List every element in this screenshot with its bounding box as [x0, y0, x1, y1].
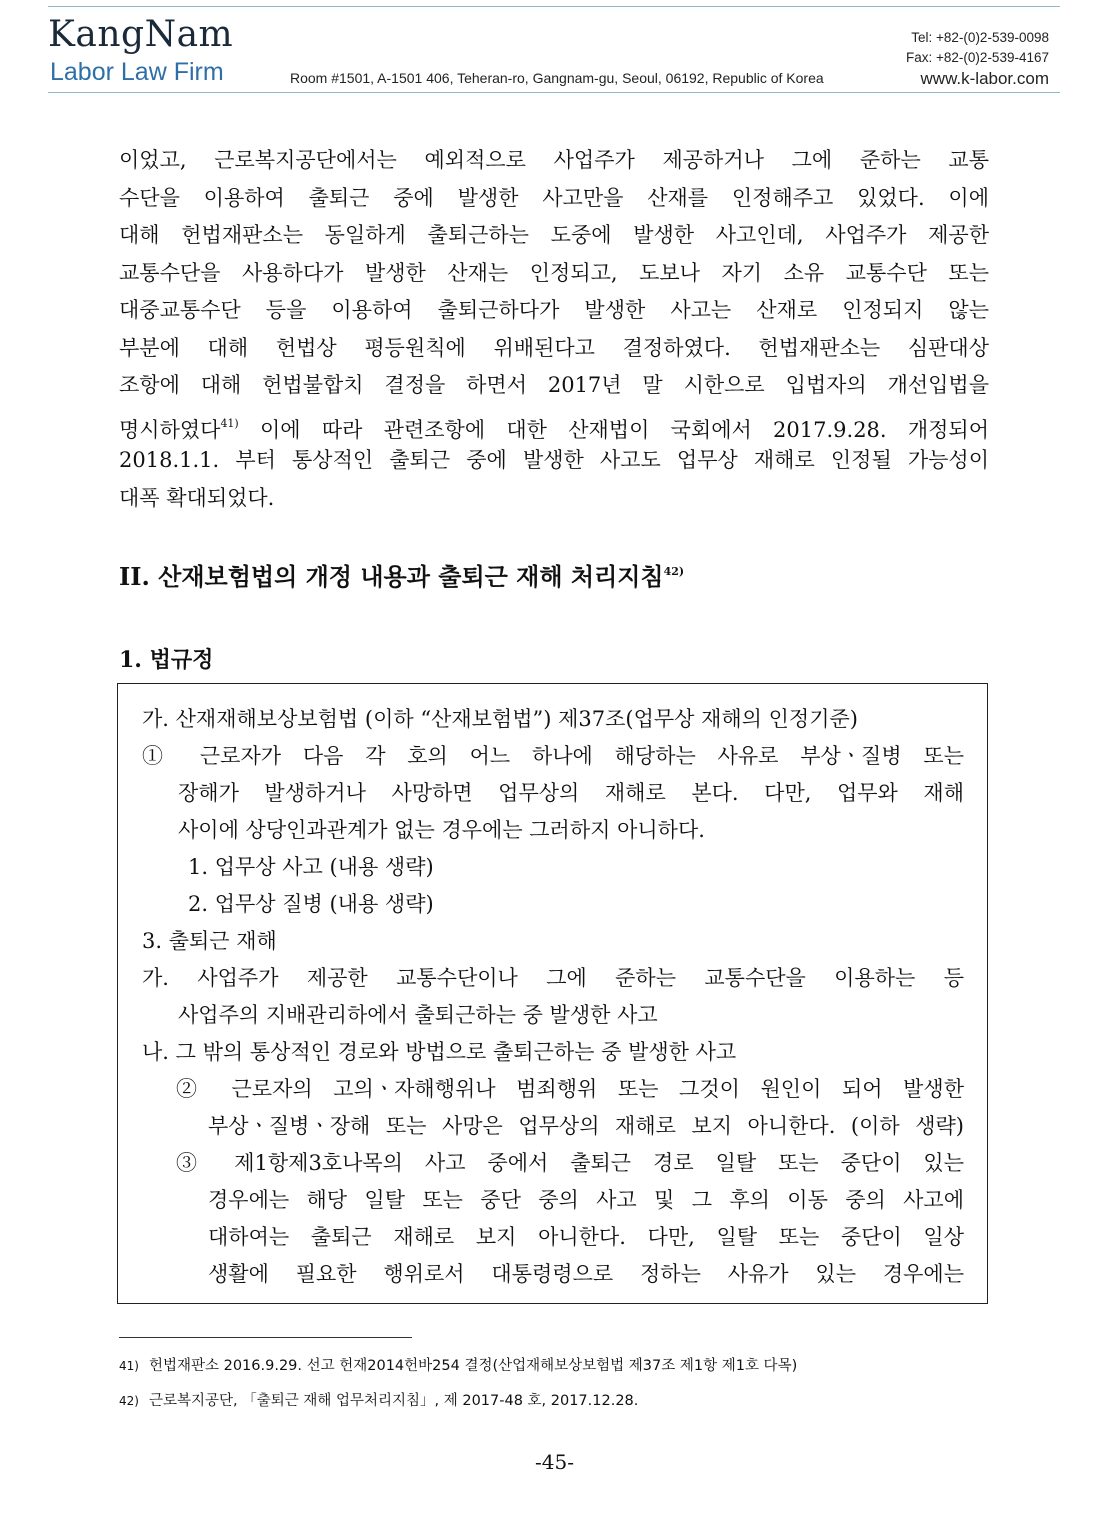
- law-line: 생활에 필요한 행위로서 대통령령으로 정하는 사유가 있는 경우에는: [208, 1262, 964, 1286]
- section-heading: [119, 557, 684, 592]
- law-line: 사업주의 지배관리하에서 출퇴근하는 중 발생한 사고: [178, 1003, 658, 1027]
- footnote-41: [119, 1354, 797, 1375]
- header-top-rule: [48, 6, 1060, 7]
- firm-address: Room #1501, A-1501 406, Teheran-ro, Gangnam-gu, Seoul, 06192, Republic of Korea: [290, 70, 824, 86]
- law-line: 장해가 발생하거나 사망하면 업무상의 재해로 본다. 다만, 업무와 재해: [178, 781, 964, 805]
- law-line: ③ 제1항제3호나목의 사고 중에서 출퇴근 경로 일탈 또는 중단이 있는: [176, 1151, 964, 1175]
- law-line: 대하여는 출퇴근 재해로 보지 아니한다. 다만, 일탈 또는 중단이 일상: [208, 1225, 964, 1249]
- body-line: 조항에 대해 헌법불합치 결정을 하면서 2017년 말 시한으로 입법자의 개선입법을: [119, 373, 989, 397]
- body-line: 부분에 대해 헌법상 평등원칙에 위배된다고 결정하였다. 헌법재판소는 심판대상: [119, 335, 989, 360]
- firm-fax: Fax: +82-(0)2-539-4167: [906, 50, 1049, 65]
- firm-website: www.k-labor.com: [920, 69, 1049, 88]
- body-line: 수단을 이용하여 출퇴근 중에 발생한 사고만을 산재를 인정해주고 있었다. 이에: [119, 185, 989, 210]
- law-line: 1. 업무상 사고 (내용 생략): [188, 855, 434, 879]
- footnote-ref-41[interactable]: 41): [220, 416, 239, 430]
- law-line: 가. 사업주가 제공한 교통수단이나 그에 준하는 교통수단을 이용하는 등: [142, 966, 964, 990]
- law-line: 사이에 상당인과관계가 없는 경우에는 그러하지 아니하다.: [178, 818, 705, 842]
- body-text: 명시하였다: [119, 417, 221, 442]
- firm-contact: [906, 28, 1049, 90]
- footnote-text: 근로복지공단, 「출퇴근 재해 업무처리지침」, 제 2017-48 호, 2017.12.28.: [148, 1393, 639, 1409]
- footnote-number: 41): [119, 1359, 139, 1373]
- firm-logo-name: KangNam: [48, 14, 234, 55]
- subsection-heading: 1. 법규정: [119, 647, 214, 673]
- body-line: 대해 헌법재판소는 동일하게 출퇴근하는 도중에 발생한 사고인데, 사업주가 제공한: [119, 223, 989, 247]
- body-text: 이에 따라 관련조항에 대한 산재법이 국회에서 2017.9.28. 개정되어: [238, 417, 989, 442]
- footnote-rule: [119, 1337, 412, 1338]
- body-line: 이었고, 근로복지공단에서는 예외적으로 사업주가 제공하거나 그에 준하는 교통: [119, 148, 989, 172]
- body-line: 교통수단을 사용하다가 발생한 산재는 인정되고, 도보나 자기 소유 교통수단 또는: [119, 260, 989, 285]
- body-line: 2018.1.1. 부터 통상적인 출퇴근 중에 발생한 사고도 업무상 재해로 인정될 가능성이: [119, 448, 989, 472]
- body-line: 대중교통수단 등을 이용하여 출퇴근하다가 발생한 사고는 산재로 인정되지 않는: [119, 298, 989, 322]
- footnote-number: 42): [119, 1394, 139, 1408]
- footnote-text: 헌법재판소 2016.9.29. 선고 헌재2014헌바254 결정(산업재해보상보험법 제37조 제1항 제1호 다목): [148, 1358, 798, 1374]
- law-line: 경우에는 해당 일탈 또는 중단 중의 사고 및 그 후의 이동 중의 사고에: [208, 1188, 964, 1212]
- footnote-42: [119, 1389, 638, 1410]
- body-paragraph: [119, 142, 989, 517]
- body-line-with-footnote: [119, 405, 989, 443]
- law-line: 2. 업무상 질병 (내용 생략): [188, 892, 434, 916]
- law-line: 부상ㆍ질병ㆍ장해 또는 사망은 업무상의 재해로 보지 아니한다. (이하 생략): [208, 1114, 964, 1138]
- section-heading-text: II. 산재보험법의 개정 내용과 출퇴근 재해 처리지침: [119, 562, 664, 591]
- body-line: 대폭 확대되었다.: [119, 485, 275, 510]
- firm-tel: Tel: +82-(0)2-539-0098: [911, 30, 1049, 45]
- law-text-box: [117, 683, 988, 1304]
- firm-logo-subtitle: Labor Law Firm: [50, 58, 224, 86]
- law-line: 가. 산재재해보상보험법 (이하 “산재보험법”) 제37조(업무상 재해의 인정기준): [142, 707, 858, 731]
- page-number: -45-: [535, 1450, 574, 1474]
- law-line: 나. 그 밖의 통상적인 경로와 방법으로 출퇴근하는 중 발생한 사고: [142, 1040, 737, 1064]
- law-line: ① 근로자가 다음 각 호의 어느 하나에 해당하는 사유로 부상ㆍ질병 또는: [142, 744, 964, 768]
- footnote-ref-42[interactable]: 42): [663, 565, 685, 578]
- header-bottom-rule: [48, 92, 1060, 93]
- law-line: ② 근로자의 고의ㆍ자해행위나 범죄행위 또는 그것이 원인이 되어 발생한: [176, 1077, 964, 1101]
- law-line: 3. 출퇴근 재해: [142, 929, 277, 953]
